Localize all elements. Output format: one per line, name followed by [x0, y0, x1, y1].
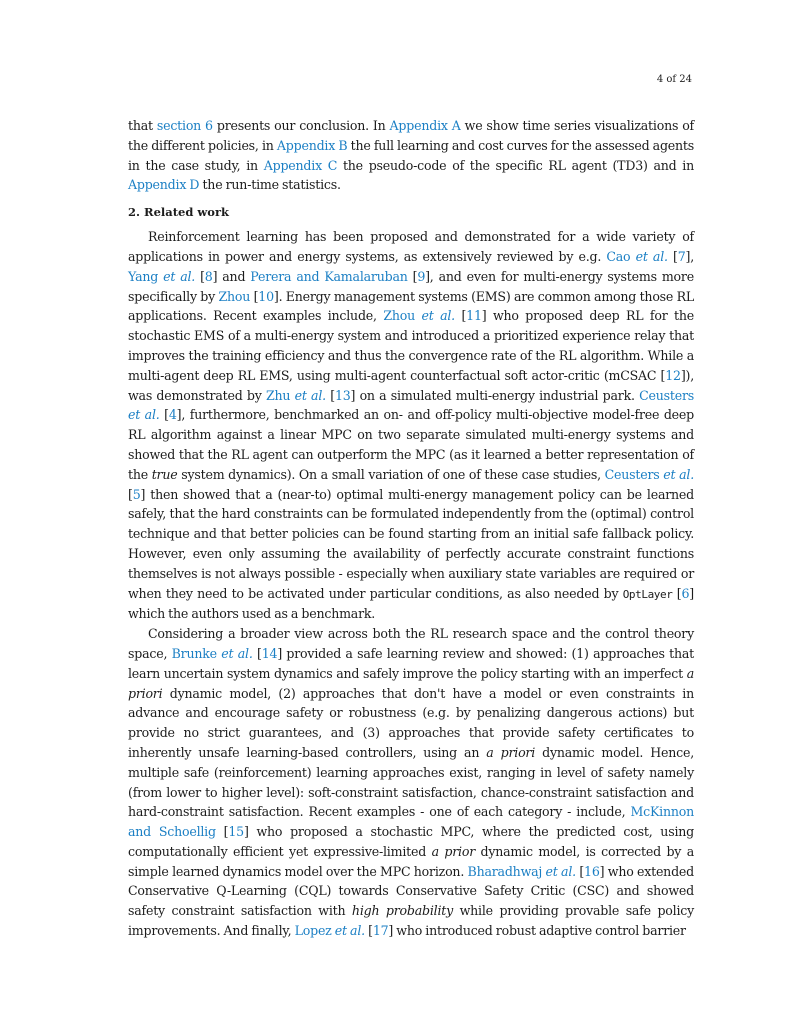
- related-work-paragraph-1: Reinforcement learning has been proposed and demonstrated for a wide variety of applications in power and energy systems, as extensively reviewed by e.g. Cao et al. [7], Yang et al. [8] and Perera and Kamalaruban [9], and even for multi-energy systems more specifically by Zhou [10]. Energy management systems (EMS) are common among those RL applications. Recent examples include, Zhou et al. [11] who proposed deep RL for the stochastic EMS of a multi-energy system and introduced a prioritized experience relay that improves the training efficiency and thus the convergence rate of the RL algorithm. While a multi-agent deep RL EMS, using multi-agent counterfactual soft actor-critic (mCSAC [12]), was demonstrated by Zhu et al. [13] on a simulated multi-energy industrial park. Ceusters et al. [4], furthermore, benchmarked an on- and off-policy multi-objective model-free deep RL algorithm against a linear MPC on two separate simulated multi-energy systems and showed that the RL agent can outperform the MPC (as it learned a better representation of the true system dynamics). On a small variation of one of these case studies, Ceusters et al. [5] then showed that a (near-to) optimal multi-energy management policy can be learned safely, that the hard constraints can be formulated independently from the (optimal) control technique and that better policies can be found starting from an initial safe fallback policy. However, even only assuming the availability of perfectly accurate constraint functions themselves is not always possible - especially when auxiliary state variables are required or when they need to be activated under particular conditions, as also needed by OptLayer [6] which the authors used as a benchmark.: [128, 229, 695, 622]
- citation-brunke[interactable]: Brunke et al.: [171, 645, 253, 661]
- link-section-6[interactable]: section 6: [156, 118, 213, 133]
- code-optlayer: OptLayer: [622, 587, 673, 601]
- citation-mckinnon[interactable]: McKinnon and Schoellig: [128, 804, 694, 840]
- page-number: 4 of 24: [656, 74, 692, 85]
- intro-paragraph: that section 6 presents our conclusion. In Appendix A we show time series visualizations of the different policies, in Appendix B the full learning and cost curves for the assessed agents in the case study, in Appendix C the pseudo-code of the specific RL agent (TD3) and in Appendix D the run-time statistics.: [128, 118, 694, 193]
- citation-ceusters-4[interactable]: Ceusters et al.: [128, 387, 695, 423]
- ref-12[interactable]: 12: [665, 367, 681, 383]
- citation-bharadhwaj[interactable]: Bharadhwaj et al.: [467, 863, 576, 879]
- ref-13[interactable]: 13: [334, 387, 351, 403]
- page-body: [128, 116, 694, 941]
- citation-perera[interactable]: Perera and Kamalaruban: [250, 268, 408, 284]
- ref-6[interactable]: 6: [681, 585, 690, 601]
- ref-11[interactable]: 11: [466, 308, 482, 324]
- link-appendix-b[interactable]: Appendix B: [276, 137, 348, 153]
- citation-cao[interactable]: Cao et al.: [606, 248, 668, 264]
- ref-14[interactable]: 14: [261, 645, 278, 661]
- ref-15[interactable]: 15: [228, 824, 244, 840]
- citation-zhou[interactable]: Zhou: [218, 288, 251, 304]
- ref-17[interactable]: 17: [372, 923, 389, 939]
- citation-lopez[interactable]: Lopez et al.: [294, 923, 365, 939]
- ref-4[interactable]: 4: [168, 407, 177, 423]
- ref-7[interactable]: 7: [677, 248, 686, 264]
- emphasis-true: true: [151, 466, 178, 482]
- citation-ceusters-5[interactable]: Ceusters et al.: [604, 466, 694, 482]
- ref-5[interactable]: 5: [132, 486, 141, 502]
- ref-9[interactable]: 9: [417, 268, 426, 284]
- ref-16[interactable]: 16: [584, 863, 600, 879]
- section-heading-related-work: 2. Related work: [128, 205, 229, 220]
- ref-10[interactable]: 10: [258, 288, 274, 304]
- related-work-paragraph-2: Considering a broader view across both the RL research space and the control theory space, Brunke et al. [14] provided a safe learning review and showed: (1) approaches that learn uncertain system dynamics and safely improve the policy starting with an imperfect a priori dynamic model, (2) approaches that don't have a model or even constraints in advance and encourage safety or robustness (e.g. by penalizing dangerous actions) but provide no strict guarantees, and (3) approaches that provide safety certificates to inherently unsafe learning-based controllers, using an a priori dynamic model. Hence, multiple safe (reinforcement) learning approaches exist, ranging in level of safety namely (from lower to higher level): soft-constraint satisfaction, chance-constraint satisfaction and hard-constraint satisfaction. Recent examples - one of each category - include, McKinnon and Schoellig [15] who proposed a stochastic MPC, where the predicted cost, using computationally efficient yet expressive-limited a prior dynamic model, is corrected by a simple learned dynamics model over the MPC horizon. Bharadhwaj et al. [16] who extended Conservative Q-Learning (CQL) towards Conservative Safety Critic (CSC) and showed safety constraint satisfaction with high probability while providing provable safe policy improvements. And finally, Lopez et al. [17] who introduced robust adaptive control barrier: [128, 626, 695, 939]
- citation-yang[interactable]: Yang et al.: [128, 268, 196, 284]
- link-appendix-d[interactable]: Appendix D: [128, 177, 200, 193]
- link-appendix-a[interactable]: Appendix A: [389, 118, 461, 133]
- citation-zhu[interactable]: Zhu et al.: [265, 387, 326, 403]
- link-appendix-c[interactable]: Appendix C: [263, 157, 338, 173]
- citation-zhou-et-al[interactable]: Zhou et al.: [383, 308, 455, 324]
- ref-8[interactable]: 8: [204, 268, 213, 284]
